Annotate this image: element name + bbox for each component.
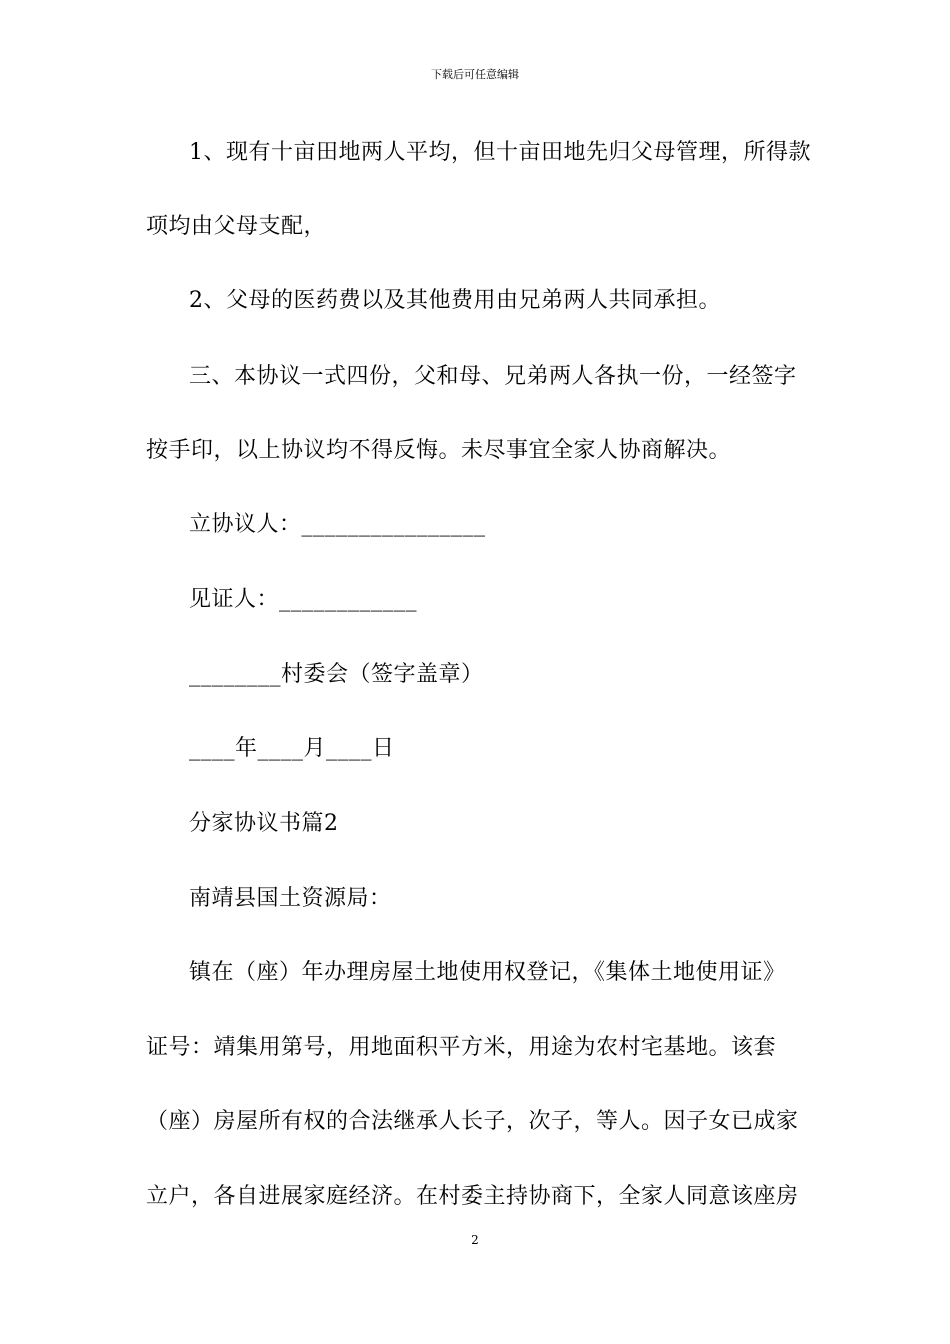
paragraph-line: 按手印，以上协议均不得反悔。未尽事宜全家人协商解决。 xyxy=(146,438,732,463)
addressee-line: 南靖县国土资源局： xyxy=(189,886,392,911)
date-line: ____年____月____日 xyxy=(189,736,395,761)
paragraph-line: 三、本协议一式四份，父和母、兄弟两人各执一份，一经签字 xyxy=(189,364,797,389)
page-header: 下载后可任意编辑 xyxy=(431,68,519,81)
paragraph-line: 立户，各自进展家庭经济。在村委主持协商下，全家人同意该座房 xyxy=(146,1184,799,1209)
paragraph-line: 项均由父母支配， xyxy=(146,214,327,239)
paragraph-line: 1、现有十亩田地两人平均，但十亩田地先归父母管理，所得款 xyxy=(189,140,811,165)
paragraph-line: 2、父母的医药费以及其他费用由兄弟两人共同承担。 xyxy=(189,288,721,313)
paragraph-line: 镇在（座）年办理房屋土地使用权登记，《集体土地使用证》 xyxy=(189,960,786,985)
section-title: 分家协议书篇2 xyxy=(189,811,339,836)
signatory-line: 立协议人：________________ xyxy=(189,512,486,537)
village-committee-line: ________村委会（签字盖章） xyxy=(189,662,484,687)
paragraph-line: 证号：靖集用第号，用地面积平方米，用途为农村宅基地。该套 xyxy=(146,1035,777,1060)
paragraph-line: （座）房屋所有权的合法继承人长子，次子，等人。因子女已成家 xyxy=(146,1109,799,1134)
witness-line: 见证人：____________ xyxy=(189,587,418,612)
page-number: 2 xyxy=(471,1233,479,1247)
